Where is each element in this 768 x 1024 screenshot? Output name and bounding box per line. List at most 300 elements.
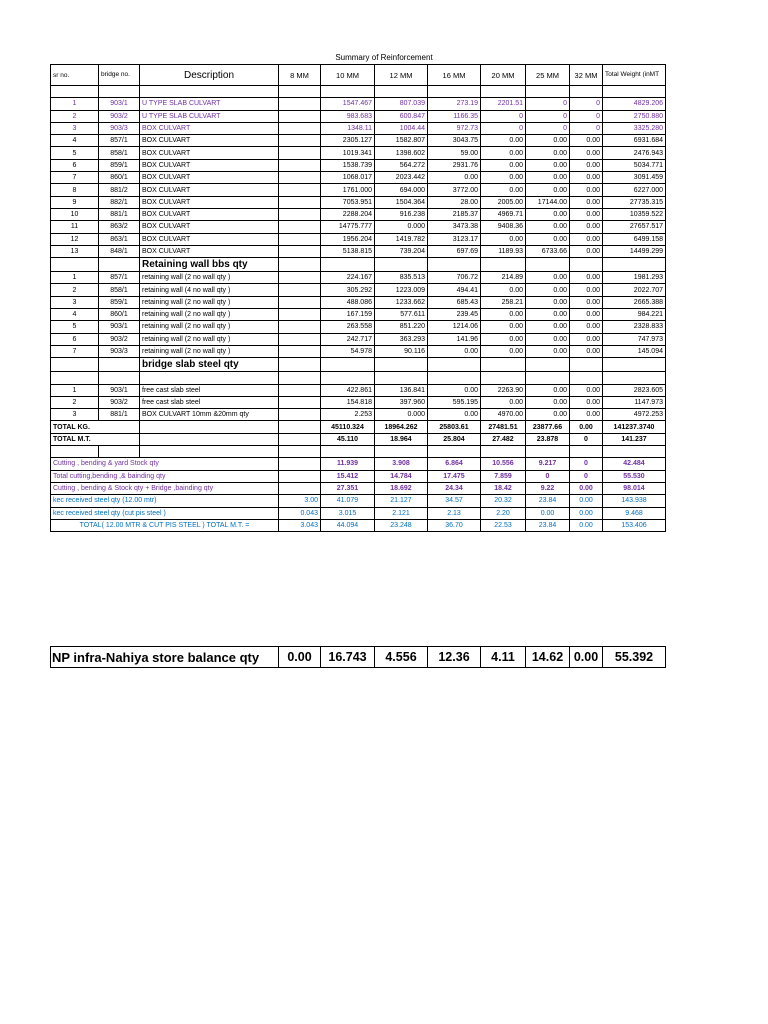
table-cell: 1233.662 <box>375 296 428 308</box>
header-bridge-no: bridge no. <box>99 65 140 86</box>
summary-value: 27.351 <box>321 482 375 494</box>
table-cell: 263.558 <box>321 321 375 333</box>
blank-cell <box>51 358 99 372</box>
np-16mm: 12.36 <box>428 647 481 668</box>
table-cell: 6227.000 <box>603 184 666 196</box>
blank-cell <box>279 358 321 372</box>
total-value: 45110.324 <box>321 421 375 433</box>
table-cell: 7 <box>51 345 99 357</box>
table-cell <box>279 159 321 171</box>
summary-value: 41.079 <box>321 495 375 507</box>
blank-cell <box>140 372 279 384</box>
table-cell <box>279 384 321 396</box>
table-cell: 9 <box>51 196 99 208</box>
summary-value: 0.00 <box>570 482 603 494</box>
table-cell: 600.847 <box>375 110 428 122</box>
table-cell: 1348.11 <box>321 122 375 134</box>
header-20mm: 20 MM <box>481 65 526 86</box>
table-cell: 0.00 <box>570 221 603 233</box>
summary-value: 98.014 <box>603 482 666 494</box>
table-cell <box>279 321 321 333</box>
table-cell: 0.00 <box>481 147 526 159</box>
table-cell: 0.00 <box>526 309 570 321</box>
table-cell: 0 <box>526 98 570 110</box>
blank-cell <box>526 86 570 98</box>
summary-value: 17.475 <box>428 470 481 482</box>
section-title: bridge slab steel qty <box>140 358 279 372</box>
table-cell: 0.000 <box>375 409 428 421</box>
table-cell: 6 <box>51 333 99 345</box>
table-cell: 851.220 <box>375 321 428 333</box>
table-cell: 697.69 <box>428 245 481 257</box>
section-heading-row <box>51 258 666 272</box>
table-cell: 0.00 <box>570 172 603 184</box>
header-total-weight: Total Weight (inMT <box>603 65 666 86</box>
table-row <box>51 159 666 171</box>
summary-row <box>51 482 666 494</box>
table-cell: BOX CULVART <box>140 147 279 159</box>
total-value <box>140 433 279 445</box>
table-row <box>51 98 666 110</box>
table-cell: U TYPE SLAB CULVART <box>140 98 279 110</box>
table-cell: 2.253 <box>321 409 375 421</box>
table-row <box>51 333 666 345</box>
blank-cell <box>603 258 666 272</box>
table-cell: 14499.299 <box>603 245 666 257</box>
table-cell: 273.19 <box>428 98 481 110</box>
header-srno: sr no. <box>51 65 99 86</box>
table-row <box>51 184 666 196</box>
table-cell: 0.00 <box>481 184 526 196</box>
blank-row <box>51 446 666 458</box>
summary-value: 2.13 <box>428 507 481 519</box>
summary-value: 23.84 <box>526 519 570 531</box>
table-row <box>51 233 666 245</box>
table-cell <box>279 98 321 110</box>
table-cell: 14775.777 <box>321 221 375 233</box>
total-value <box>279 421 321 433</box>
blank-cell <box>51 86 99 98</box>
summary-value: 21.127 <box>375 495 428 507</box>
table-cell: 2 <box>51 284 99 296</box>
table-cell: 0.00 <box>570 384 603 396</box>
table-cell: BOX CULVART <box>140 233 279 245</box>
table-cell: 1398.602 <box>375 147 428 159</box>
summary-value <box>279 482 321 494</box>
table-cell: 0.00 <box>526 221 570 233</box>
blank-cell <box>51 258 99 272</box>
header-12mm: 12 MM <box>375 65 428 86</box>
summary-value: 0.00 <box>570 519 603 531</box>
table-cell <box>279 184 321 196</box>
table-cell: 0.00 <box>481 135 526 147</box>
summary-value: 24.34 <box>428 482 481 494</box>
table-cell: 0 <box>481 110 526 122</box>
table-cell: 972.73 <box>428 122 481 134</box>
total-value: 141.237 <box>603 433 666 445</box>
table-cell: 4 <box>51 135 99 147</box>
table-cell: 0.00 <box>526 333 570 345</box>
total-value: 25.804 <box>428 433 481 445</box>
table-cell: 0.00 <box>481 172 526 184</box>
table-cell: 1504.364 <box>375 196 428 208</box>
blank-cell <box>51 372 99 384</box>
table-cell: 242.717 <box>321 333 375 345</box>
np-10mm: 16.743 <box>321 647 375 668</box>
summary-value: 0.00 <box>570 495 603 507</box>
table-cell: free cast slab steel <box>140 384 279 396</box>
summary-row <box>51 495 666 507</box>
summary-value: 2.20 <box>481 507 526 519</box>
total-value: 27481.51 <box>481 421 526 433</box>
summary-value: 6.864 <box>428 458 481 470</box>
header-10mm: 10 MM <box>321 65 375 86</box>
np-20mm: 4.11 <box>481 647 526 668</box>
table-cell: 0.00 <box>526 396 570 408</box>
table-cell: 0.00 <box>481 321 526 333</box>
table-cell: 11 <box>51 221 99 233</box>
blank-cell <box>526 372 570 384</box>
table-row <box>51 384 666 396</box>
table-cell: 0.00 <box>481 284 526 296</box>
blank-row <box>51 86 666 98</box>
blank-cell <box>428 358 481 372</box>
table-cell: 0.00 <box>526 409 570 421</box>
table-cell: 3325.280 <box>603 122 666 134</box>
table-cell: 595.195 <box>428 396 481 408</box>
blank-cell <box>428 372 481 384</box>
table-cell: 0.00 <box>481 309 526 321</box>
table-cell: 1223.009 <box>375 284 428 296</box>
table-cell: 239.45 <box>428 309 481 321</box>
table-cell: 0.00 <box>481 396 526 408</box>
table-cell: BOX CULVART <box>140 135 279 147</box>
table-cell: 4970.00 <box>481 409 526 421</box>
table-cell: 3473.38 <box>428 221 481 233</box>
section-title: Retaining wall bbs qty <box>140 258 279 272</box>
table-cell: 903/3 <box>99 345 140 357</box>
blank-cell <box>481 86 526 98</box>
table-cell: BOX CULVART <box>140 208 279 220</box>
table-cell: 983.683 <box>321 110 375 122</box>
table-cell: 12 <box>51 233 99 245</box>
blank-cell <box>375 86 428 98</box>
table-cell: 860/1 <box>99 172 140 184</box>
table-cell: 28.00 <box>428 196 481 208</box>
table-cell: 154.818 <box>321 396 375 408</box>
np-8mm: 0.00 <box>279 647 321 668</box>
table-cell: 2022.707 <box>603 284 666 296</box>
table-cell: 882/1 <box>99 196 140 208</box>
table-cell: 881/1 <box>99 409 140 421</box>
table-cell: 0 <box>570 98 603 110</box>
summary-value: 3.908 <box>375 458 428 470</box>
summary-value: 9.468 <box>603 507 666 519</box>
sheet-title: Summary of Reinforcement <box>335 53 433 62</box>
table-cell: 0.00 <box>481 233 526 245</box>
table-cell: 167.159 <box>321 309 375 321</box>
summary-value <box>279 470 321 482</box>
table-cell <box>279 221 321 233</box>
blank-cell <box>603 358 666 372</box>
table-cell: 54.978 <box>321 345 375 357</box>
table-cell: 6931.684 <box>603 135 666 147</box>
table-cell: 2263.90 <box>481 384 526 396</box>
table-cell: 1 <box>51 384 99 396</box>
table-cell: 0 <box>570 122 603 134</box>
table-cell: 2931.76 <box>428 159 481 171</box>
total-value: 27.482 <box>481 433 526 445</box>
summary-value: 20.32 <box>481 495 526 507</box>
table-row <box>51 147 666 159</box>
table-cell: 0.00 <box>526 208 570 220</box>
blank-cell <box>140 86 279 98</box>
table-cell: 2023.442 <box>375 172 428 184</box>
np-total: 55.392 <box>603 647 666 668</box>
table-cell: 0.00 <box>570 245 603 257</box>
table-cell: 4829.206 <box>603 98 666 110</box>
np-32mm: 0.00 <box>570 647 603 668</box>
table-row <box>51 396 666 408</box>
np-25mm: 14.62 <box>526 647 570 668</box>
table-cell: retaining wall (4 no wall qty ) <box>140 284 279 296</box>
table-cell: BOX CULVART <box>140 245 279 257</box>
blank-cell <box>603 86 666 98</box>
summary-value: 0.043 <box>279 507 321 519</box>
header-row <box>51 65 666 86</box>
table-cell: 903/2 <box>99 396 140 408</box>
table-cell: 2665.388 <box>603 296 666 308</box>
summary-label: Cutting , bending & Stock qty + Bridge ,bainding qty <box>51 482 279 494</box>
header-8mm: 8 MM <box>279 65 321 86</box>
table-row <box>51 221 666 233</box>
blank-cell <box>570 86 603 98</box>
summary-value: 7.859 <box>481 470 526 482</box>
table-cell: 739.204 <box>375 245 428 257</box>
table-cell: 2201.51 <box>481 98 526 110</box>
table-cell: 685.43 <box>428 296 481 308</box>
table-cell: 0.00 <box>428 409 481 421</box>
blank-cell <box>99 86 140 98</box>
summary-row <box>51 507 666 519</box>
table-cell: 1582.807 <box>375 135 428 147</box>
table-cell: 0.00 <box>526 147 570 159</box>
table-cell: 0.00 <box>428 172 481 184</box>
table-cell: 0.00 <box>570 333 603 345</box>
table-cell: 0.00 <box>570 345 603 357</box>
table-cell: 10359.522 <box>603 208 666 220</box>
summary-value: 0 <box>570 470 603 482</box>
table-cell: 0.00 <box>428 384 481 396</box>
table-cell: BOX CULVART <box>140 122 279 134</box>
blank-cell <box>570 358 603 372</box>
table-cell <box>279 147 321 159</box>
table-cell: 1761.000 <box>321 184 375 196</box>
table-cell: 7 <box>51 172 99 184</box>
summary-value: 34.57 <box>428 495 481 507</box>
table-cell: 2328.833 <box>603 321 666 333</box>
table-cell: 0.00 <box>570 135 603 147</box>
summary-value: 55.530 <box>603 470 666 482</box>
blank-cell <box>481 358 526 372</box>
blank-cell <box>321 258 375 272</box>
table-cell: 0.00 <box>526 159 570 171</box>
total-value <box>279 433 321 445</box>
table-cell: 0.00 <box>570 196 603 208</box>
table-cell: 6499.158 <box>603 233 666 245</box>
summary-value: 42.484 <box>603 458 666 470</box>
table-cell <box>279 245 321 257</box>
blank-cell <box>375 446 428 458</box>
summary-value: 9.217 <box>526 458 570 470</box>
table-cell: 17144.00 <box>526 196 570 208</box>
table-cell: U TYPE SLAB CULVART <box>140 110 279 122</box>
table-cell: 141.96 <box>428 333 481 345</box>
table-cell: retaining wall (2 no wall qty ) <box>140 272 279 284</box>
blank-cell <box>321 86 375 98</box>
total-value: 0 <box>570 433 603 445</box>
table-cell: 863/2 <box>99 221 140 233</box>
summary-value: 44.094 <box>321 519 375 531</box>
blank-cell <box>279 446 321 458</box>
table-cell: 305.292 <box>321 284 375 296</box>
total-value: 18964.262 <box>375 421 428 433</box>
summary-label: TOTAL( 12.00 MTR & CUT PIS STEEL ) TOTAL M.T. = <box>51 519 279 531</box>
table-row <box>51 122 666 134</box>
table-cell: 0.00 <box>526 384 570 396</box>
table-cell: 2750.880 <box>603 110 666 122</box>
table-cell: 7053.951 <box>321 196 375 208</box>
np-balance-table <box>50 646 666 668</box>
table-cell: 1214.06 <box>428 321 481 333</box>
table-cell: 858/1 <box>99 147 140 159</box>
summary-value: 11.939 <box>321 458 375 470</box>
header-16mm: 16 MM <box>428 65 481 86</box>
blank-cell <box>375 258 428 272</box>
table-cell: 0.00 <box>570 272 603 284</box>
table-cell: 747.973 <box>603 333 666 345</box>
summary-value: 0.00 <box>570 507 603 519</box>
table-cell: 903/2 <box>99 333 140 345</box>
table-cell <box>279 309 321 321</box>
table-cell: 903/1 <box>99 321 140 333</box>
summary-value: 0.00 <box>526 507 570 519</box>
table-cell: 1019.341 <box>321 147 375 159</box>
summary-value: 153.406 <box>603 519 666 531</box>
table-cell: 0.00 <box>570 321 603 333</box>
table-cell: 984.221 <box>603 309 666 321</box>
table-cell: 494.41 <box>428 284 481 296</box>
summary-value <box>279 458 321 470</box>
blank-cell <box>570 446 603 458</box>
summary-value: 18.692 <box>375 482 428 494</box>
table-cell: 214.89 <box>481 272 526 284</box>
table-cell: 1956.204 <box>321 233 375 245</box>
table-cell: 881/1 <box>99 208 140 220</box>
table-cell: 1981.293 <box>603 272 666 284</box>
table-cell: 2305.127 <box>321 135 375 147</box>
table-cell: 363.293 <box>375 333 428 345</box>
table-cell: retaining wall (2 no wall qty ) <box>140 296 279 308</box>
table-cell: 3123.17 <box>428 233 481 245</box>
blank-cell <box>375 372 428 384</box>
np-balance-label: NP infra-Nahiya store balance qty <box>51 647 279 668</box>
table-cell: 0.00 <box>526 345 570 357</box>
blank-cell <box>428 258 481 272</box>
table-cell: 1 <box>51 272 99 284</box>
table-cell: retaining wall (2 no wall qty ) <box>140 309 279 321</box>
summary-value: 3.00 <box>279 495 321 507</box>
summary-value: 23.84 <box>526 495 570 507</box>
table-cell: 857/1 <box>99 135 140 147</box>
header-32mm: 32 MM <box>570 65 603 86</box>
table-cell: 8 <box>51 184 99 196</box>
total-row <box>51 421 666 433</box>
total-value <box>140 421 279 433</box>
table-cell <box>279 208 321 220</box>
table-cell: BOX CULVART <box>140 172 279 184</box>
blank-cell <box>279 258 321 272</box>
table-row <box>51 321 666 333</box>
table-cell: 1189.93 <box>481 245 526 257</box>
blank-cell <box>321 358 375 372</box>
table-cell: free cast slab steel <box>140 396 279 408</box>
table-cell <box>279 122 321 134</box>
table-cell: 859/1 <box>99 159 140 171</box>
blank-cell <box>481 372 526 384</box>
table-cell: 0.00 <box>570 296 603 308</box>
table-cell: BOX CULVART <box>140 221 279 233</box>
table-cell: 903/1 <box>99 98 140 110</box>
table-cell: 0.00 <box>570 159 603 171</box>
blank-cell <box>481 258 526 272</box>
blank-cell <box>375 358 428 372</box>
table-cell: 807.039 <box>375 98 428 110</box>
table-cell: 0.00 <box>526 321 570 333</box>
table-cell: 903/2 <box>99 110 140 122</box>
table-cell <box>279 296 321 308</box>
table-cell: 0 <box>526 122 570 134</box>
table-row <box>51 309 666 321</box>
table-cell: 0.00 <box>481 333 526 345</box>
summary-label: kec received steel qty (cut pis steel ) <box>51 507 279 519</box>
total-row <box>51 433 666 445</box>
table-cell <box>279 172 321 184</box>
table-cell: 0.00 <box>570 184 603 196</box>
table-cell: 1147.973 <box>603 396 666 408</box>
table-cell: 9408.36 <box>481 221 526 233</box>
table-row <box>51 135 666 147</box>
table-cell: 2476.943 <box>603 147 666 159</box>
blank-cell <box>99 358 140 372</box>
table-cell: BOX CULVART <box>140 159 279 171</box>
table-cell: retaining wall (2 no wall qty ) <box>140 345 279 357</box>
summary-value: 0 <box>570 458 603 470</box>
summary-value: 22.53 <box>481 519 526 531</box>
table-cell: 0.00 <box>526 172 570 184</box>
table-cell: 0.00 <box>570 208 603 220</box>
summary-label: Cutting , bending & yard Stock qty <box>51 458 279 470</box>
table-cell: 859/1 <box>99 296 140 308</box>
table-row <box>51 284 666 296</box>
summary-value: 10.556 <box>481 458 526 470</box>
blank-cell <box>99 258 140 272</box>
blank-cell <box>481 446 526 458</box>
summary-value: 15.412 <box>321 470 375 482</box>
blank-cell <box>140 446 279 458</box>
np-12mm: 4.556 <box>375 647 428 668</box>
table-cell: 3 <box>51 122 99 134</box>
